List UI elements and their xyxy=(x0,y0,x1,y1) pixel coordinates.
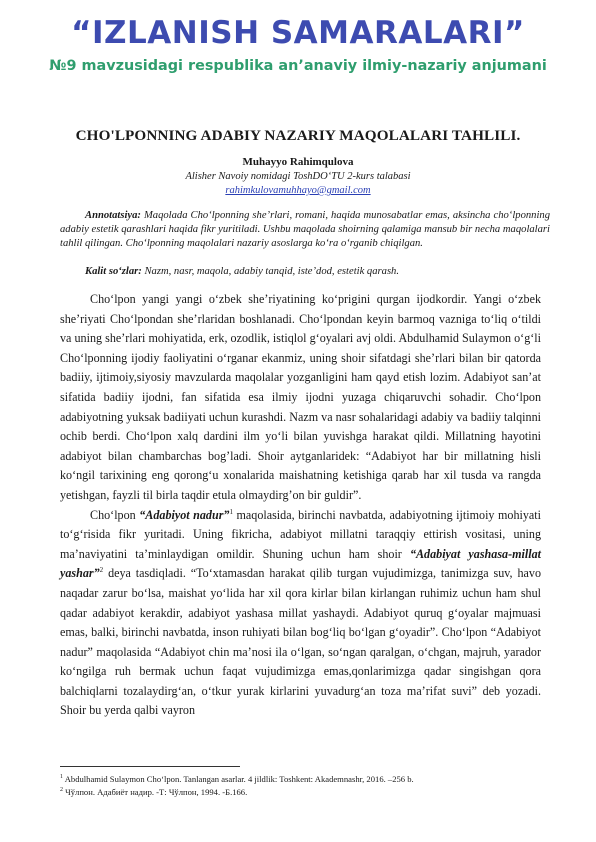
body-paragraph-2 xyxy=(60,506,541,722)
footnote-text: Чўлпон. Адабиёт надир. -Т: Чўлпон, 1994. -Б.166. xyxy=(65,786,248,797)
body-text: deya tasdiqladi. “To‘xtamasdan harakat qilib turgan vujudimizga, tanimizga suv, havo naqadar zarur bo‘lsa, maishat yo‘lida har xil qora kirlar bilan kirlangan ruhimiz uchun ham shul qadar adabiyot kerakdir, adabiyot yashasa millat yashaydi. Adabiyot quruq g‘oyalar majmuasi emas, balki, birinchi navbatda, inson ruhiyati bilan bog‘liq bo‘lgan g‘oyadir”. Cho‘lpon “Adabiyot nadur” maqolasida “Adabiyot chin ma’nosi ila o‘lgan, so‘ngan qaralgan, o‘chgan, majruh, yarador ko‘ngilga ruh bermak uchun faqat vujudimizga emas,qonlarimizga qadar singishgan qora balchiqlarni tozalaydirg‘an, o‘tkur yurak kirlarini yuvadurg‘an toza ma’rifat suvi” deb yozadi. Shoir bu yerda qalbi vayron xyxy=(60,566,541,718)
conference-subtitle: №9 mavzusidagi respublika an’anaviy ilmiy-nazariy anjumani xyxy=(49,58,547,74)
body-text: Cho‘lpon xyxy=(90,507,140,522)
footnote-number: 2 xyxy=(60,787,63,793)
paper-title: CHO'LPONNING ADABIY NAZARIY MAQOLALARI TAHLILI. xyxy=(75,127,521,144)
abstract-text: Maqolada Cho‘lponning she’rlari, romani, haqida munosabatlar emas, aksincha cho‘lponning adabiy estetik qarashlari haqida fikr yuritiladi. Ushbu maqolada shoirning qalamiga mansub bir necha maqolalari tahlil qilingan. Cho‘lponning maqolalari nazariy asoslarga ko‘ra o‘rganib chiqilgan. xyxy=(60,210,550,249)
conference-title: “IZLANISH SAMARALARI” xyxy=(71,15,525,51)
abstract xyxy=(60,209,550,251)
footnote-1 xyxy=(60,771,540,785)
author-name: Muhayyo Rahimqulova xyxy=(242,156,354,168)
body-paragraph-1: Cho‘lpon yangi yangi o‘zbek she’riyatining ko‘prigini qurgan ijodkordir. Yangi o‘zbek she’riyati Cho‘lpondan she’rlaridan boshlanadi. Cho‘lpondan keyin barmoq vazniga to‘liq o‘tildi va uning she’rlari mohiyatida, erk, ozodlik, istiqlol g‘oyalari avj oldi. Abdulhamid Sulaymon o‘g‘li Cho‘lponning ijodiy faoliyatini o‘rganar ekanmiz, uning shoir sifatdagi she’rlari bilan bir qatorda badiiy, ijtimoiy,siyosiy mavzularda maqolalar yozganligini ham qayd etish lozim. Adabiyot san’at sifatida badiiy ijodni, fan sifatida esa ilmiy ijodni yuzaga chiqaruvchi sohadir. Cho‘lpon adabiyotning yuksak badiiyati uchun kurashdi. Nazm va nasr sohalaridagi adabiy va badiiy talqinni ochib berdi. Cho‘lpon xalq dardini ilm yo‘li bilan yuvishga harakat qildi. Millatning hayotini adabiyot bilan chambarchas bog’ladi. Shoir aytganlaridek: “Adabiyot har bir millatning hisli ko‘ngil tarixining eng qorong‘u xonalarida maishatning ketishiga qarab har xil tusda va rangda yetishgan, fayzli til birla taqdir etula olmaydirg’on bir guldir”. xyxy=(60,292,541,502)
footnote-ref-2[interactable]: 2 xyxy=(99,566,104,575)
keywords xyxy=(85,265,545,279)
footnote-number: 1 xyxy=(60,774,63,780)
keywords-label: Kalit so‘zlar: xyxy=(85,266,142,277)
footnote-text: Abdulhamid Sulaymon Cho‘lpon. Tanlangan asarlar. 4 jildlik: Toshkent: Akademnashr, 2016. –256 b. xyxy=(64,773,414,784)
abstract-label: Annotatsiya: xyxy=(85,210,141,221)
cited-title-2: “Adabiyat yashasa-millat yashar” xyxy=(60,546,541,581)
footnote-ref-1[interactable]: 1 xyxy=(229,507,233,516)
author-email-link[interactable]: rahimkulovamuhhayo@gmail.com xyxy=(225,185,371,196)
cited-title-1: “Adabiyot nadur” xyxy=(139,507,230,522)
keywords-text: Nazm, nasr, maqola, adabiy tanqid, iste’dod, estetik qarash. xyxy=(144,266,400,277)
body-text: maqolasida, birinchi navbatda, adabiyotning ijtimoiy mohiyati to‘g‘risida fikr yuritadi. Uning fikricha, adabiyot millatni taraqqiy ettirish vositasi, uning ma’naviyatini ta’minlaydigan omildir. Shuning uchun ham shoir xyxy=(60,507,541,561)
author-affiliation: Alisher Navoiy nomidagi ToshDO‘TU 2-kurs talabasi xyxy=(185,171,411,182)
conference-header xyxy=(0,14,596,76)
article-body xyxy=(60,290,541,721)
footnote-2 xyxy=(60,784,540,798)
footnote-divider xyxy=(60,766,240,767)
